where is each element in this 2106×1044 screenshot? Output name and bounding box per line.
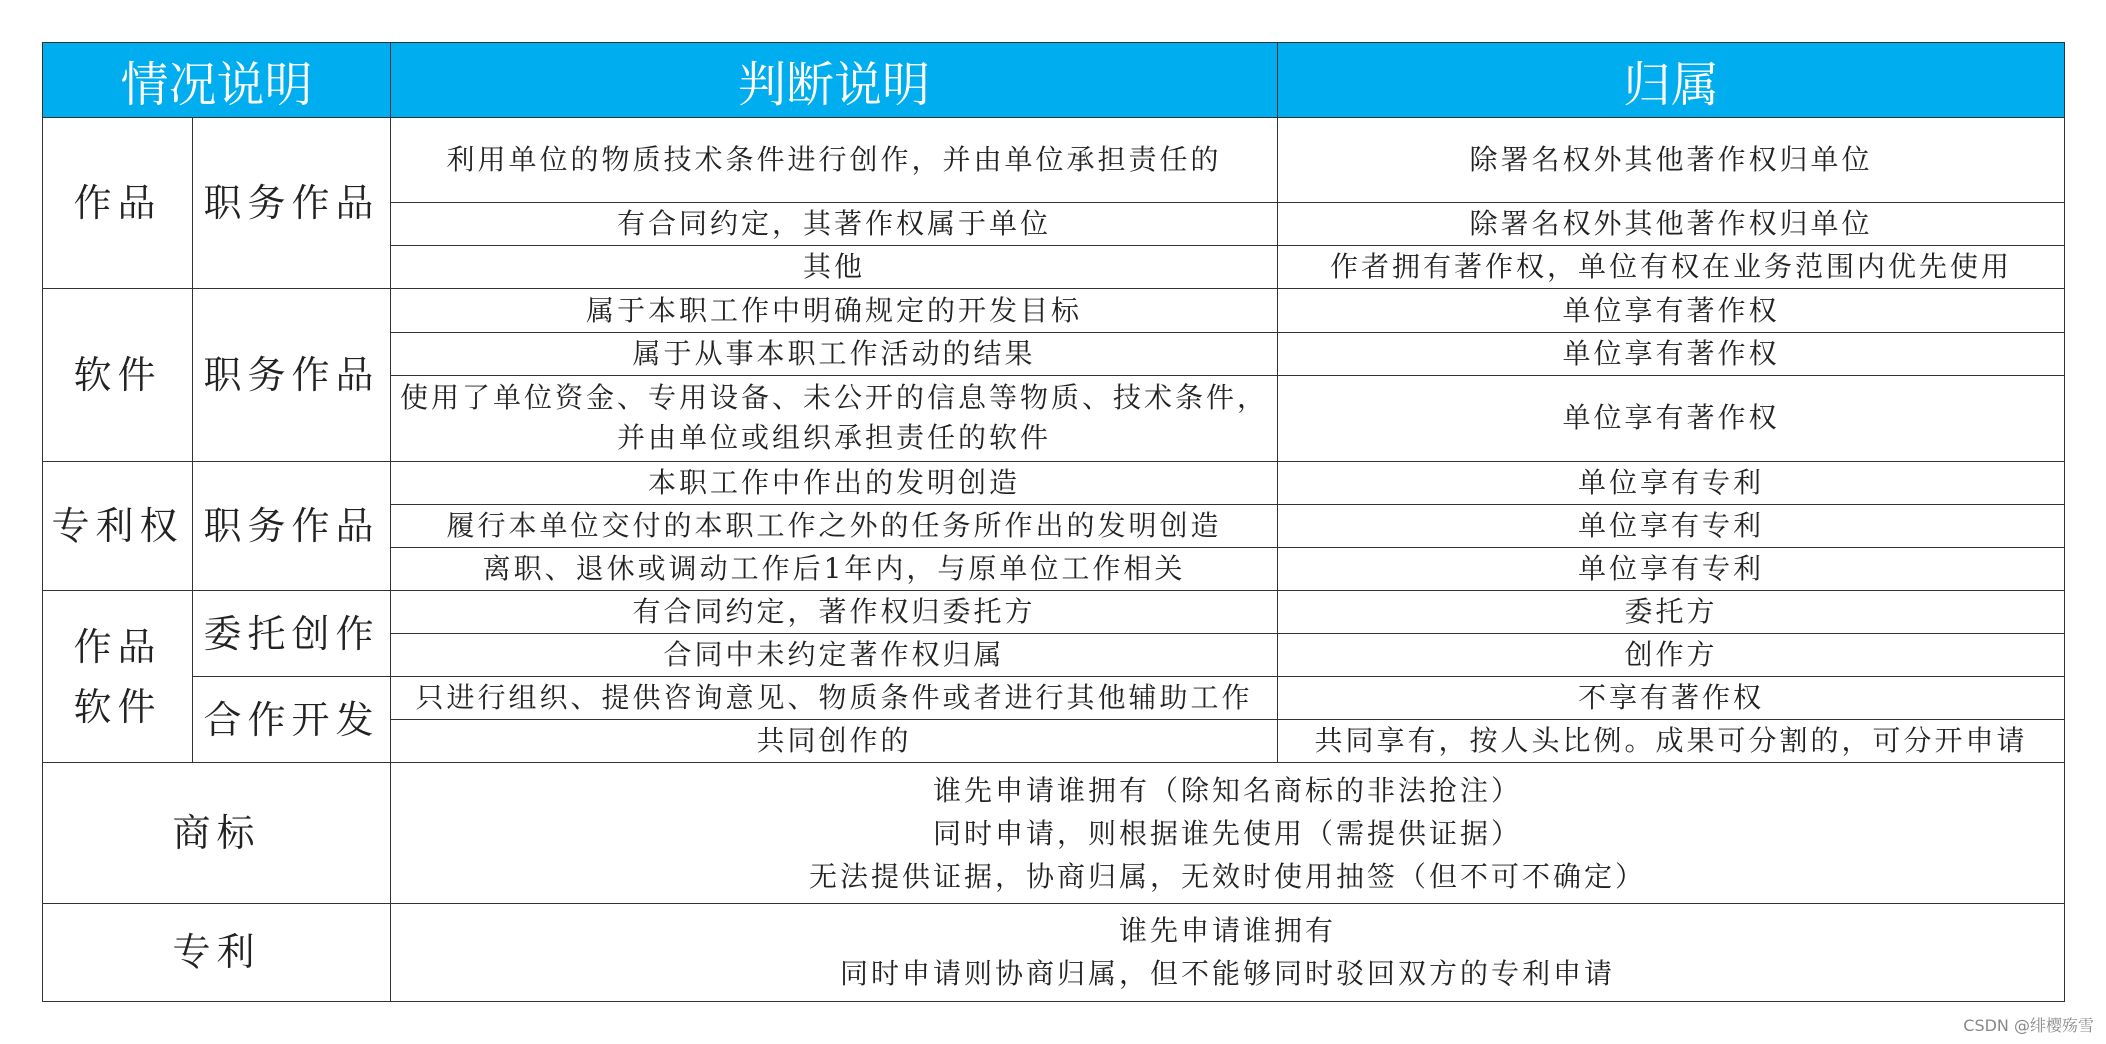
category-works: 作品 [43,118,193,289]
judgement-cell: 有合同约定，其著作权属于单位 [391,203,1278,246]
sub-patent-duty: 职务作品 [193,461,391,590]
judgement-cell: 共同创作的 [391,720,1278,763]
category-software: 软件 [43,289,193,461]
category-trademark: 商标 [43,763,391,903]
ownership-cell: 除署名权外其他著作权归单位 [1278,118,2065,203]
table-row [43,763,2065,903]
judgement-cell: 有合同约定，著作权归委托方 [391,591,1278,634]
rule-line: 谁先申请谁拥有（除知名商标的非法抢注） [933,773,1523,807]
judgement-cell: 其他 [391,246,1278,289]
judgement-cell: 利用单位的物质技术条件进行创作，并由单位承担责任的 [391,118,1278,203]
header-judgement: 判断说明 [391,43,1278,118]
ownership-cell: 单位享有专利 [1278,504,2065,547]
judgement-cell: 合同中未约定著作权归属 [391,634,1278,677]
ownership-cell: 单位享有专利 [1278,461,2065,504]
judgement-cell: 本职工作中作出的发明创造 [391,461,1278,504]
table-row [43,289,2065,332]
ownership-cell: 不享有著作权 [1278,677,2065,720]
judgement-cell [391,375,1278,461]
category-patent: 专利 [43,903,391,1001]
ownership-cell: 除署名权外其他著作权归单位 [1278,203,2065,246]
category-patent-right: 专利权 [43,461,193,590]
ownership-cell: 创作方 [1278,634,2065,677]
sub-commission: 委托创作 [193,591,391,677]
ownership-cell: 单位享有著作权 [1278,375,2065,461]
header-ownership: 归属 [1278,43,2065,118]
rule-line: 谁先申请谁拥有 [1119,914,1337,948]
ownership-table [42,42,2065,1002]
table-row [43,591,2065,634]
sub-cooperation: 合作开发 [193,677,391,763]
ownership-cell: 单位享有专利 [1278,547,2065,590]
judgement-cell: 属于本职工作中明确规定的开发目标 [391,289,1278,332]
table-row [43,118,2065,203]
judgement-cell: 属于从事本职工作活动的结果 [391,332,1278,375]
judgement-cell: 离职、退休或调动工作后1年内，与原单位工作相关 [391,547,1278,590]
ownership-cell: 共同享有，按人头比例。成果可分割的，可分开申请 [1278,720,2065,763]
rule-line: 无法提供证据，协商归属，无效时使用抽签（但不可不确定） [809,859,1647,893]
table-row [43,677,2065,720]
category-line: 软件 [73,684,162,729]
judgement-cell: 只进行组织、提供咨询意见、物质条件或者进行其他辅助工作 [391,677,1278,720]
watermark: CSDN @绯樱殇雪 [1963,1016,2094,1035]
table-row [43,903,2065,1001]
rule-line: 同时申请，则根据谁先使用（需提供证据） [933,816,1523,850]
judgement-line: 使用了单位资金、专用设备、未公开的信息等物质、技术条件， [400,381,1269,415]
category-works-software [43,591,193,763]
category-line: 作品 [73,624,162,669]
sub-software-duty: 职务作品 [193,289,391,461]
judgement-cell: 履行本单位交付的本职工作之外的任务所作出的发明创造 [391,504,1278,547]
table-row [43,461,2065,504]
judgement-line: 并由单位或组织承担责任的软件 [617,421,1052,455]
ownership-cell: 委托方 [1278,591,2065,634]
patent-rules [391,903,2065,1001]
ownership-cell: 单位享有著作权 [1278,289,2065,332]
ownership-cell: 单位享有著作权 [1278,332,2065,375]
header-situation: 情况说明 [43,43,391,118]
trademark-rules [391,763,2065,903]
header-row [43,43,2065,118]
ownership-cell: 作者拥有著作权，单位有权在业务范围内优先使用 [1278,246,2065,289]
sub-works-duty: 职务作品 [193,118,391,289]
rule-line: 同时申请则协商归属，但不能够同时驳回双方的专利申请 [840,957,1616,991]
